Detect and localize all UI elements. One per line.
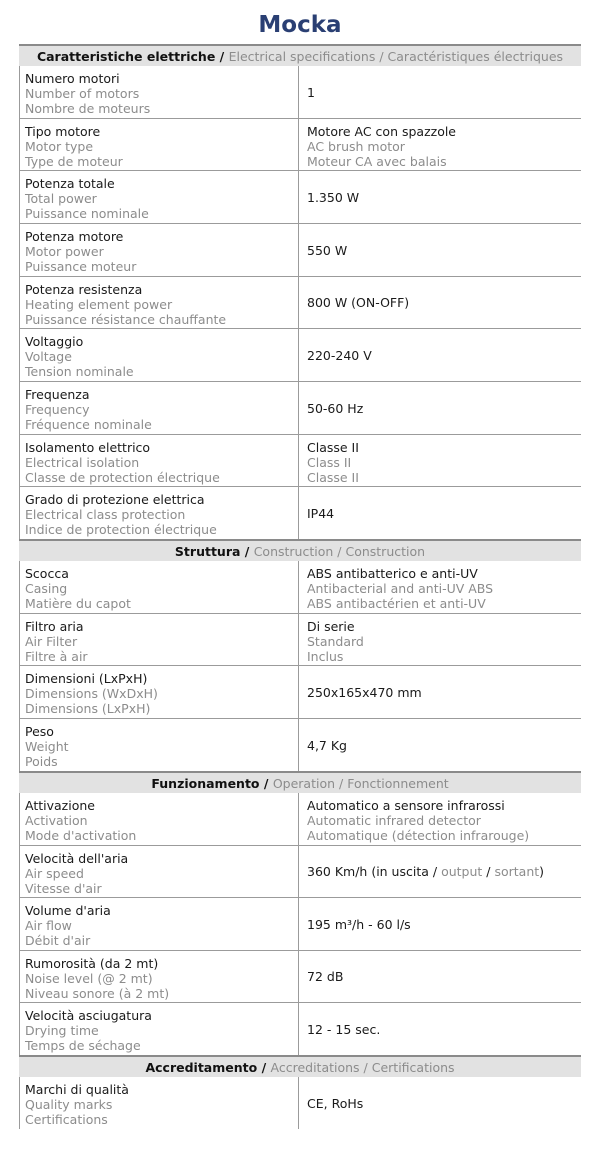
spec-value: Di serie Standard Inclus	[307, 619, 364, 664]
spec-label: Marchi di qualità Quality marks Certifications	[20, 1077, 299, 1129]
spec-row-weight	[19, 719, 581, 771]
spec-row-motor-type	[19, 119, 581, 171]
spec-label: Frequenza Frequency Fréquence nominale	[20, 382, 299, 434]
section-header-electrical: Caratteristiche elettriche / Electrical specifications / Caractéristiques électriques	[19, 44, 581, 66]
spec-row-air-flow	[19, 898, 581, 951]
spec-label: Volume d'aria Air flow Débit d'air	[20, 898, 299, 950]
spec-value: 50-60 Hz	[307, 400, 364, 416]
spec-label: Velocità dell'aria Air speed Vitesse d'air	[20, 846, 299, 897]
section-header-it: Funzionamento	[151, 776, 260, 791]
section-header-operation: Funzionamento / Operation / Fonctionnement	[19, 771, 581, 793]
spec-value: 195 m³/h - 60 l/s	[307, 916, 411, 932]
spec-value: 12 - 15 sec.	[307, 1021, 381, 1037]
spec-value: 360 Km/h (in uscita / output / sortant)	[307, 864, 545, 879]
section-header-it: Caratteristiche elettriche	[36, 49, 216, 64]
spec-row-air-speed	[19, 846, 581, 898]
spec-label: Potenza motore Motor power Puissance moteur	[20, 224, 299, 276]
spec-value: 1.350 W	[307, 189, 360, 205]
spec-value: 4,7 Kg	[307, 737, 347, 753]
spec-value: IP44	[307, 505, 335, 521]
section-header-fr: Fonctionnement	[347, 776, 449, 791]
spec-row-noise-level	[19, 951, 581, 1003]
spec-row-number-of-motors	[19, 66, 581, 119]
spec-row-voltage	[19, 329, 581, 382]
spec-label: Tipo motore Motor type Type de moteur	[20, 119, 299, 170]
spec-value: ABS antibatterico e anti-UV Antibacterial and anti-UV ABS ABS antibactérien et anti-UV	[307, 566, 494, 611]
spec-table	[19, 44, 581, 1129]
section-header-accreditations: Accreditamento / Accreditations / Certifications	[19, 1055, 581, 1077]
spec-value: 72 dB	[307, 969, 344, 984]
section-header-en: Electrical specifications	[228, 49, 376, 64]
spec-label: Numero motori Number of motors Nombre de moteurs	[20, 66, 299, 118]
spec-label: Grado di protezione elettrica Electrical class protection Indice de protection électrique	[20, 487, 299, 539]
spec-row-dimensions	[19, 666, 581, 719]
spec-row-drying-time	[19, 1003, 581, 1055]
spec-label: Potenza resistenza Heating element power Puissance résistance chauffante	[20, 277, 299, 328]
spec-value: 250x165x470 mm	[307, 684, 422, 700]
spec-row-quality-marks	[19, 1077, 581, 1129]
spec-value: 220-240 V	[307, 347, 372, 363]
spec-row-air-filter	[19, 614, 581, 666]
page-title: Mocka	[258, 12, 342, 38]
spec-row-protection-class	[19, 487, 581, 539]
spec-value: CE, RoHs	[307, 1095, 364, 1111]
spec-label: Dimensioni (LxPxH) Dimensions (WxDxH) Dimensions (LxPxH)	[20, 666, 299, 718]
spec-label: Attivazione Activation Mode d'activation	[20, 793, 299, 845]
section-header-it: Struttura	[174, 544, 241, 559]
section-header-en: Construction	[253, 544, 334, 559]
spec-row-frequency	[19, 382, 581, 435]
spec-value: Automatico a sensore infrarossi Automatic infrared detector Automatique (détection infrarouge)	[307, 798, 530, 843]
spec-value: 800 W (ON-OFF)	[307, 295, 410, 310]
spec-value: 550 W	[307, 242, 348, 258]
spec-row-casing	[19, 561, 581, 614]
section-header-construction: Struttura / Construction / Construction	[19, 539, 581, 561]
spec-row-total-power	[19, 171, 581, 224]
spec-row-activation	[19, 793, 581, 846]
section-header-fr: Certifications	[371, 1060, 455, 1075]
spec-label: Peso Weight Poids	[20, 719, 299, 771]
spec-row-motor-power	[19, 224, 581, 277]
spec-label: Isolamento elettrico Electrical isolation Classe de protection électrique	[20, 435, 299, 486]
spec-label: Velocità asciugatura Drying time Temps de séchage	[20, 1003, 299, 1055]
spec-row-heating-power	[19, 277, 581, 329]
section-header-it: Accreditamento	[145, 1060, 258, 1075]
section-header-en: Operation	[272, 776, 336, 791]
section-header-en: Accreditations	[270, 1060, 360, 1075]
spec-label: Voltaggio Voltage Tension nominale	[20, 329, 299, 381]
spec-label: Filtro aria Air Filter Filtre à air	[20, 614, 299, 665]
spec-label: Scocca Casing Matière du capot	[20, 561, 299, 613]
spec-label: Rumorosità (da 2 mt) Noise level (@ 2 mt) Niveau sonore (à 2 mt)	[20, 951, 299, 1002]
spec-value: Motore AC con spazzole AC brush motor Moteur CA avec balais	[307, 124, 456, 169]
section-header-fr: Caractéristiques électriques	[387, 49, 564, 64]
spec-row-electrical-isolation	[19, 435, 581, 487]
spec-label: Potenza totale Total power Puissance nominale	[20, 171, 299, 223]
section-header-fr: Construction	[345, 544, 426, 559]
spec-value: 1	[307, 84, 315, 100]
spec-value: Classe II Class II Classe II	[307, 440, 359, 485]
